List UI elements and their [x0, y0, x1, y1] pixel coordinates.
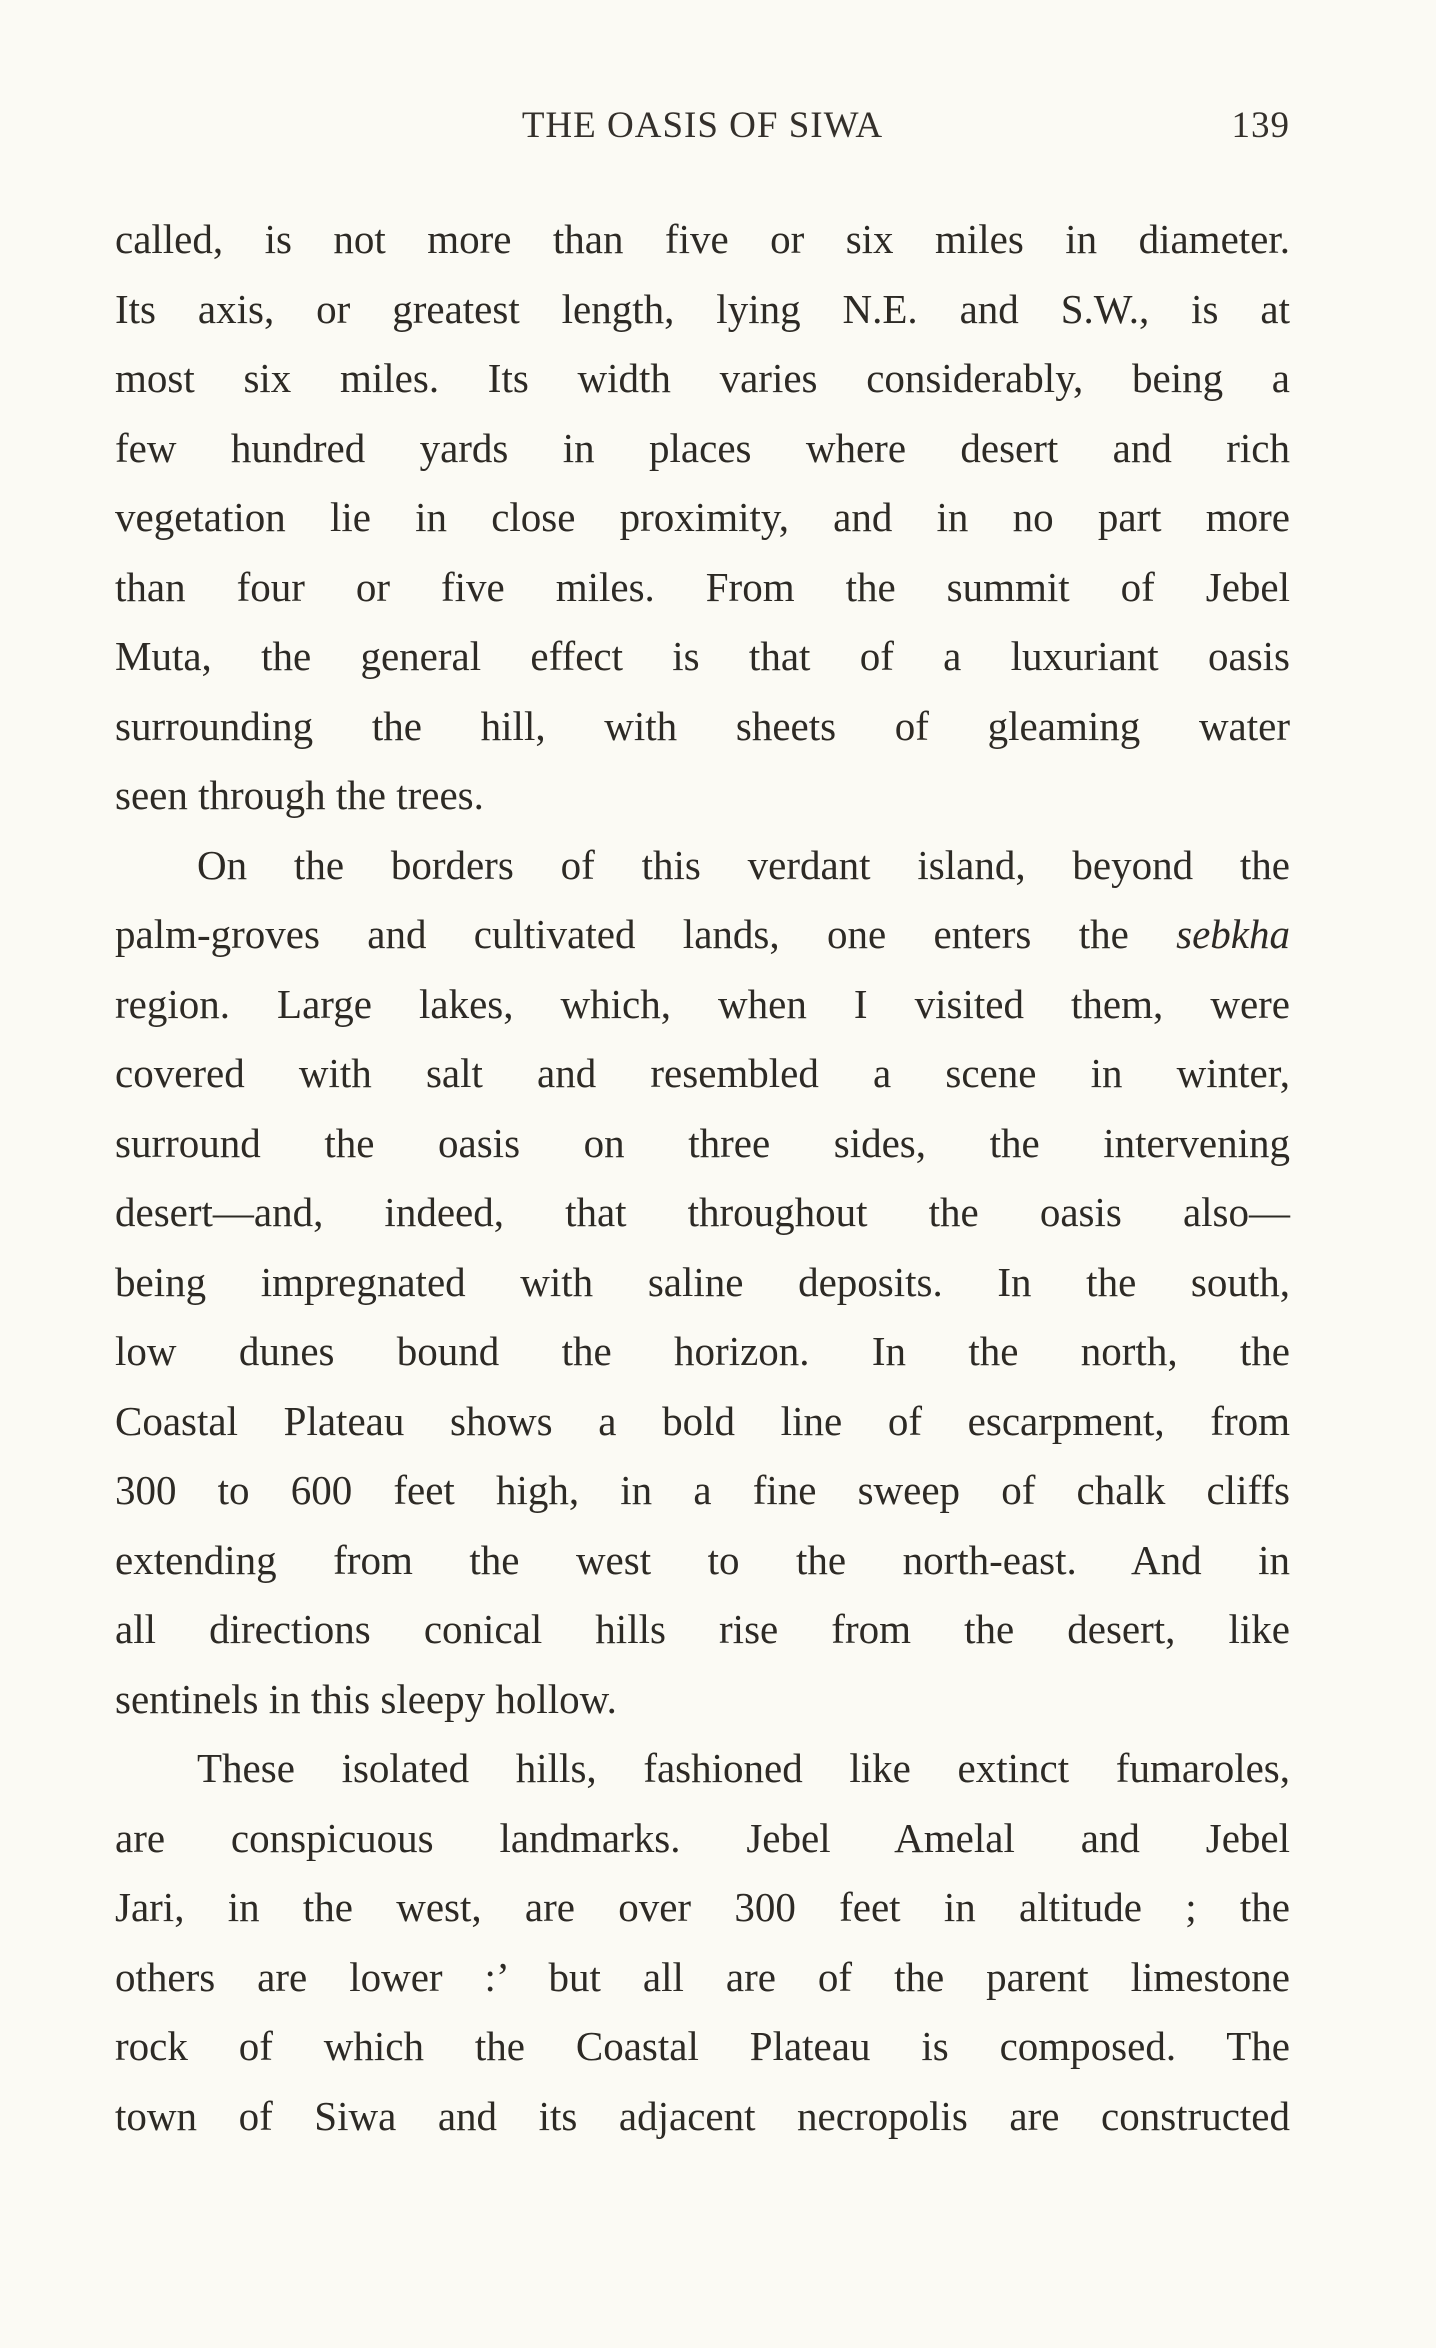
page-number: 139 [1231, 105, 1290, 146]
text-line: extending from the west to the north-east. And in [115, 1536, 1290, 1583]
paragraph-3 [115, 1734, 1290, 2151]
text-line: Its axis, or greatest length, lying N.E. and S.W., is at [115, 285, 1290, 332]
text-line: covered with salt and resembled a scene in winter, [115, 1050, 1290, 1096]
text-line: low dunes bound the horizon. In the north, the [115, 1328, 1290, 1374]
text-line: others are lower :’ but all are of the parent limestone [115, 1953, 1290, 2000]
text-line: vegetation lie in close proximity, and in no part more [115, 494, 1290, 540]
text-line: seen through the trees. [115, 772, 484, 818]
text-line: region. Large lakes, which, when I visited them, were [115, 980, 1290, 1027]
text-line: few hundred yards in places where desert and rich [115, 424, 1290, 471]
paragraph-2 [115, 831, 1290, 1735]
text-line: being impregnated with saline deposits. In the south, [115, 1258, 1290, 1305]
text-segment: palm-groves and cultivated lands, one enters the [115, 911, 1129, 957]
text-line: desert—and, indeed, that throughout the oasis also— [115, 1189, 1290, 1235]
italic-term: sebkha [1176, 911, 1290, 957]
running-title: THE OASIS OF SIWA [521, 105, 884, 146]
text-line: sentinels in this sleepy hollow. [115, 1675, 617, 1722]
text-line: Coastal Plateau shows a bold line of escarpment, from [115, 1397, 1290, 1444]
text-line: rock of which the Coastal Plateau is composed. The [115, 2023, 1290, 2069]
paragraph-1 [115, 205, 1290, 831]
text-line: surrounding the hill, with sheets of gleaming water [115, 702, 1290, 749]
text-line: On the borders of this verdant island, beyond the [197, 841, 1290, 888]
body-text [115, 205, 1290, 2151]
text-line: surround the oasis on three sides, the intervening [115, 1119, 1290, 1166]
running-head [115, 104, 1290, 154]
text-line: Muta, the general effect is that of a luxuriant oasis [115, 633, 1290, 679]
text-line-with-italic [115, 900, 1290, 970]
text-line: most six miles. Its width varies considerably, being a [115, 355, 1290, 401]
text-line: 300 to 600 feet high, in a fine sweep of chalk cliffs [115, 1467, 1290, 1513]
text-line: are conspicuous landmarks. Jebel Amelal and Jebel [115, 1814, 1290, 1861]
text-line: all directions conical hills rise from the desert, like [115, 1606, 1290, 1652]
text-line: than four or five miles. From the summit of Jebel [115, 563, 1290, 610]
text-line: These isolated hills, fashioned like extinct fumaroles, [197, 1745, 1290, 1791]
text-line: called, is not more than five or six miles in diameter. [115, 216, 1290, 262]
text-line: Jari, in the west, are over 300 feet in altitude ; the [115, 1884, 1290, 1930]
text-line: town of Siwa and its adjacent necropolis are constructed [115, 2092, 1290, 2139]
